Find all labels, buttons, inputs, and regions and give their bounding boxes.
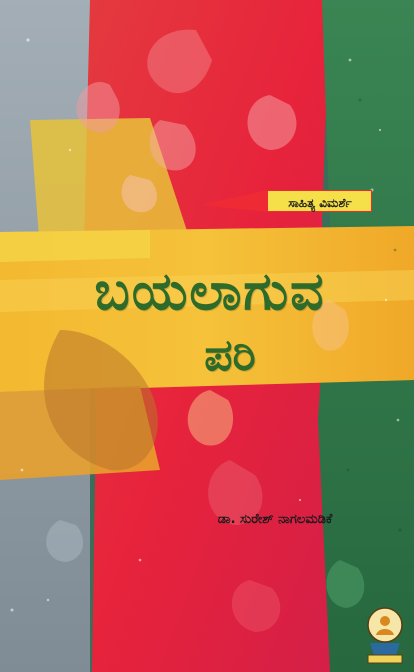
genre-label: ಸಾಹಿತ್ಯ ವಿಮರ್ಶೆ: [288, 196, 352, 210]
publisher-emblem-icon: [362, 605, 408, 667]
book-title-line1: ಬಯಲಾಗುವ: [94, 262, 326, 322]
author-name: ಡಾ. ಸುರೇಶ್ ನಾಗಲಮಡಿಕೆ: [217, 512, 333, 527]
book-title-line2: ಪರಿ: [204, 330, 256, 381]
